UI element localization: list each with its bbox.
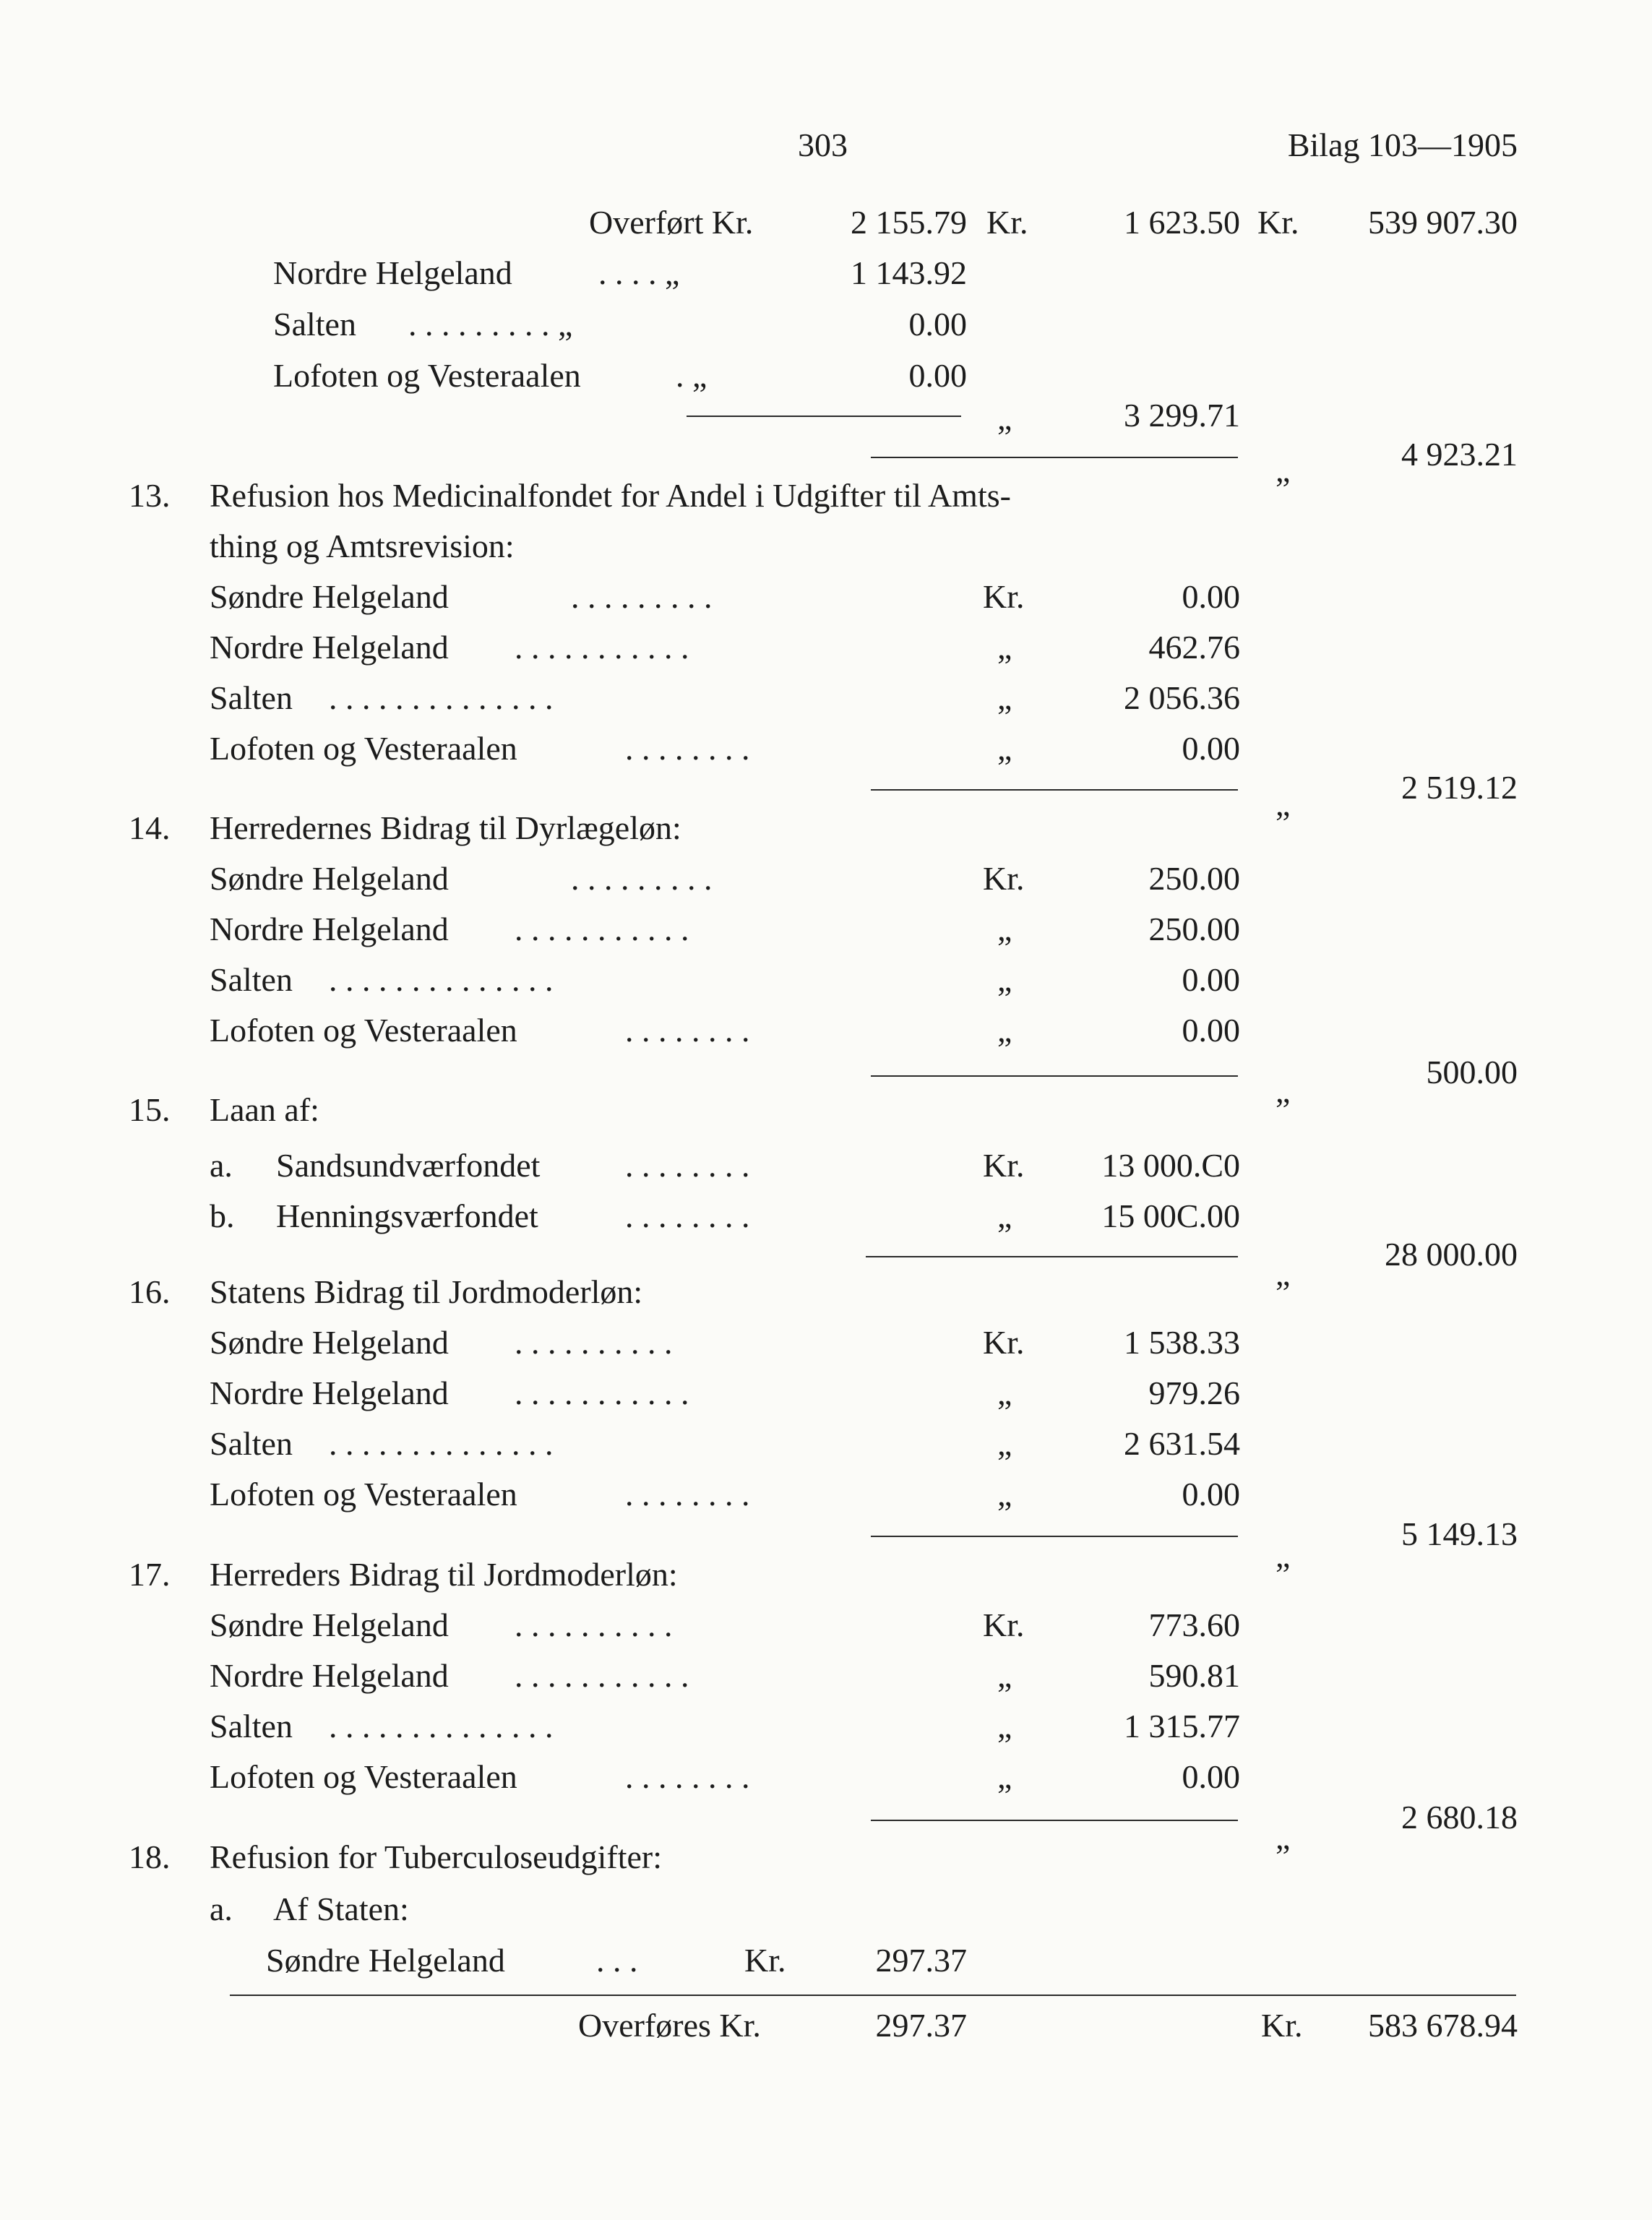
carry-in-kr3: Kr. xyxy=(1257,204,1299,241)
row-dots: . . . . . . . . . . . . . . xyxy=(329,1425,554,1462)
row-name: Lofoten og Vesteraalen xyxy=(210,1758,517,1795)
carry-out-kr3: Kr. xyxy=(1261,2007,1303,2044)
row-unit: „ xyxy=(997,679,1012,716)
carry-in-subtotal: 3 299.71 xyxy=(1124,397,1240,434)
row-prefix: b. xyxy=(210,1197,235,1234)
row-value: 462.76 xyxy=(1148,629,1240,666)
subtotal-quote: „ xyxy=(997,400,1012,436)
carry-in-col3: 539 907.30 xyxy=(1368,204,1518,241)
row-dots: . . . xyxy=(596,1942,638,1979)
row-dots: . . . . . . . . xyxy=(625,1476,750,1513)
row-value: 1 538.33 xyxy=(1124,1324,1240,1361)
row-dots: . . . . . . . . . . . . . . xyxy=(329,679,554,716)
row-name: Lofoten og Vesteraalen xyxy=(210,1476,517,1513)
row-unit: „ xyxy=(997,1374,1012,1411)
carry-in-row-value: 1 143.92 xyxy=(851,254,967,291)
carry-in-row-name: Lofoten og Vesteraalen xyxy=(273,357,581,394)
row-dots: . . . . . . . . . xyxy=(571,860,713,897)
total-quote: „ xyxy=(1275,1072,1291,1109)
total-quote: „ xyxy=(1275,1255,1291,1292)
row-unit: „ xyxy=(997,1708,1012,1744)
bilag-reference: Bilag 103—1905 xyxy=(1287,126,1518,163)
row-value: 250.00 xyxy=(1148,860,1240,897)
row-value: 0.00 xyxy=(1182,730,1240,767)
row-name: Søndre Helgeland xyxy=(210,1324,449,1361)
row-value: 0.00 xyxy=(1182,961,1240,998)
row-dots: . . . . . . . . . . . xyxy=(515,1657,689,1694)
carry-out-col1: 297.37 xyxy=(875,2007,967,2044)
total-quote: „ xyxy=(1275,786,1291,822)
row-name: Lofoten og Vesteraalen xyxy=(210,1012,517,1049)
row-dots: . . . . . . . . . . xyxy=(515,1606,673,1643)
carry-out-label: Overføres Kr. xyxy=(578,2007,761,2044)
section-title: Herredernes Bidrag til Dyrlægeløn: xyxy=(210,809,681,846)
section-total: 2 519.12 xyxy=(1401,769,1518,806)
carry-in-row-name: Nordre Helgeland xyxy=(273,254,512,291)
row-value: 1 315.77 xyxy=(1124,1708,1240,1744)
section-number: 15. xyxy=(129,1091,171,1128)
subsection-prefix: a. xyxy=(210,1890,233,1927)
section-total: 28 000.00 xyxy=(1385,1236,1518,1273)
row-value: 0.00 xyxy=(1182,578,1240,615)
row-value: 250.00 xyxy=(1148,911,1240,947)
row-dots: . . . . . . . . xyxy=(625,1758,750,1795)
row-dots: . . . . . . . . . . xyxy=(515,1324,673,1361)
section-number: 14. xyxy=(129,809,171,846)
row-unit: Kr. xyxy=(983,1324,1025,1361)
carry-in-col1: 2 155.79 xyxy=(851,204,967,241)
section-number: 17. xyxy=(129,1556,171,1593)
rule-line xyxy=(871,1820,1238,1821)
row-name: Nordre Helgeland xyxy=(210,1374,449,1411)
section-title-cont: thing og Amtsrevision: xyxy=(210,528,515,564)
row-value: 0.00 xyxy=(1182,1476,1240,1513)
row-name: Salten xyxy=(210,679,293,716)
page-number: 303 xyxy=(798,126,848,163)
section-title: Statens Bidrag til Jordmoderløn: xyxy=(210,1273,643,1310)
row-name: Salten xyxy=(210,1425,293,1462)
row-value: 15 00C.00 xyxy=(1101,1197,1240,1234)
carry-in-row-dots: . „ xyxy=(676,357,707,394)
row-name: Nordre Helgeland xyxy=(210,629,449,666)
row-unit: Kr. xyxy=(744,1942,786,1979)
row-name: Lofoten og Vesteraalen xyxy=(210,730,517,767)
row-unit: Kr. xyxy=(983,860,1025,897)
row-unit: Kr. xyxy=(983,578,1025,615)
rule-line xyxy=(871,1536,1238,1537)
section-title: Herreders Bidrag til Jordmoderløn: xyxy=(210,1556,678,1593)
section-total: 500.00 xyxy=(1426,1054,1518,1090)
carry-in-row-value: 0.00 xyxy=(908,306,967,343)
row-unit: „ xyxy=(997,1197,1012,1234)
row-name: Søndre Helgeland xyxy=(210,578,449,615)
row-dots: . . . . . . . . . . . . . . xyxy=(329,961,554,998)
rule-line xyxy=(687,416,961,417)
final-rule-line xyxy=(230,1995,1516,1996)
carry-in-label: Overført Kr. xyxy=(589,204,754,241)
total-quote: „ xyxy=(1275,452,1291,489)
row-value: 13 000.C0 xyxy=(1101,1147,1240,1184)
section-number: 13. xyxy=(129,477,171,514)
row-dots: . . . . . . . . xyxy=(625,730,750,767)
carry-in-total: 4 923.21 xyxy=(1401,436,1518,473)
row-unit: „ xyxy=(997,1657,1012,1694)
row-unit: Kr. xyxy=(983,1147,1025,1184)
row-dots: . . . . . . . . xyxy=(625,1012,750,1049)
section-number: 18. xyxy=(129,1838,171,1875)
row-dots: . . . . . . . . . . . xyxy=(515,911,689,947)
carry-in-row-value: 0.00 xyxy=(908,357,967,394)
row-name: Nordre Helgeland xyxy=(210,911,449,947)
row-unit: „ xyxy=(997,1425,1012,1462)
row-name: Sandsundværfondet xyxy=(276,1147,541,1184)
row-name: Søndre Helgeland xyxy=(210,1606,449,1643)
section-total: 2 680.18 xyxy=(1401,1799,1518,1836)
row-dots: . . . . . . . . . xyxy=(571,578,713,615)
row-unit: „ xyxy=(997,1476,1012,1513)
row-dots: . . . . . . . . . . . . . . xyxy=(329,1708,554,1744)
carry-out-total: 583 678.94 xyxy=(1368,2007,1518,2044)
carry-in-row-dots: . . . . . . . . . „ xyxy=(408,306,573,343)
section-total: 5 149.13 xyxy=(1401,1515,1518,1552)
row-dots: . . . . . . . . xyxy=(625,1147,750,1184)
row-prefix: a. xyxy=(210,1147,233,1184)
row-value: 979.26 xyxy=(1148,1374,1240,1411)
row-name: Søndre Helgeland xyxy=(266,1942,505,1979)
row-unit: „ xyxy=(997,1758,1012,1795)
rule-line xyxy=(866,1256,1238,1257)
row-value: 773.60 xyxy=(1148,1606,1240,1643)
total-quote: „ xyxy=(1275,1819,1291,1856)
row-name: Salten xyxy=(210,961,293,998)
row-value: 2 056.36 xyxy=(1124,679,1240,716)
row-dots: . . . . . . . . xyxy=(625,1197,750,1234)
row-unit: „ xyxy=(997,1012,1012,1049)
section-title: Refusion hos Medicinalfondet for Andel i Udgifter til Amts- xyxy=(210,477,1011,514)
rule-line xyxy=(871,1075,1238,1077)
row-unit: „ xyxy=(997,730,1012,767)
row-value: 297.37 xyxy=(875,1942,967,1979)
row-unit: „ xyxy=(997,961,1012,998)
carry-in-row-dots: . . . . „ xyxy=(598,254,680,291)
carry-in-col2: 1 623.50 xyxy=(1124,204,1240,241)
section-title: Refusion for Tuberculoseudgifter: xyxy=(210,1838,663,1875)
row-unit: Kr. xyxy=(983,1606,1025,1643)
section-title: Laan af: xyxy=(210,1091,319,1128)
row-name: Salten xyxy=(210,1708,293,1744)
row-name: Henningsværfondet xyxy=(276,1197,538,1234)
row-unit: „ xyxy=(997,911,1012,947)
row-value: 590.81 xyxy=(1148,1657,1240,1694)
row-name: Nordre Helgeland xyxy=(210,1657,449,1694)
subsection-title: Af Staten: xyxy=(273,1890,409,1927)
row-value: 0.00 xyxy=(1182,1758,1240,1795)
row-unit: „ xyxy=(997,629,1012,666)
row-name: Søndre Helgeland xyxy=(210,860,449,897)
row-dots: . . . . . . . . . . . xyxy=(515,1374,689,1411)
rule-line xyxy=(871,457,1238,458)
row-value: 2 631.54 xyxy=(1124,1425,1240,1462)
rule-line xyxy=(871,789,1238,791)
row-dots: . . . . . . . . . . . xyxy=(515,629,689,666)
row-value: 0.00 xyxy=(1182,1012,1240,1049)
section-number: 16. xyxy=(129,1273,171,1310)
total-quote: „ xyxy=(1275,1537,1291,1574)
carry-in-kr2: Kr. xyxy=(986,204,1028,241)
carry-in-row-name: Salten xyxy=(273,306,356,343)
